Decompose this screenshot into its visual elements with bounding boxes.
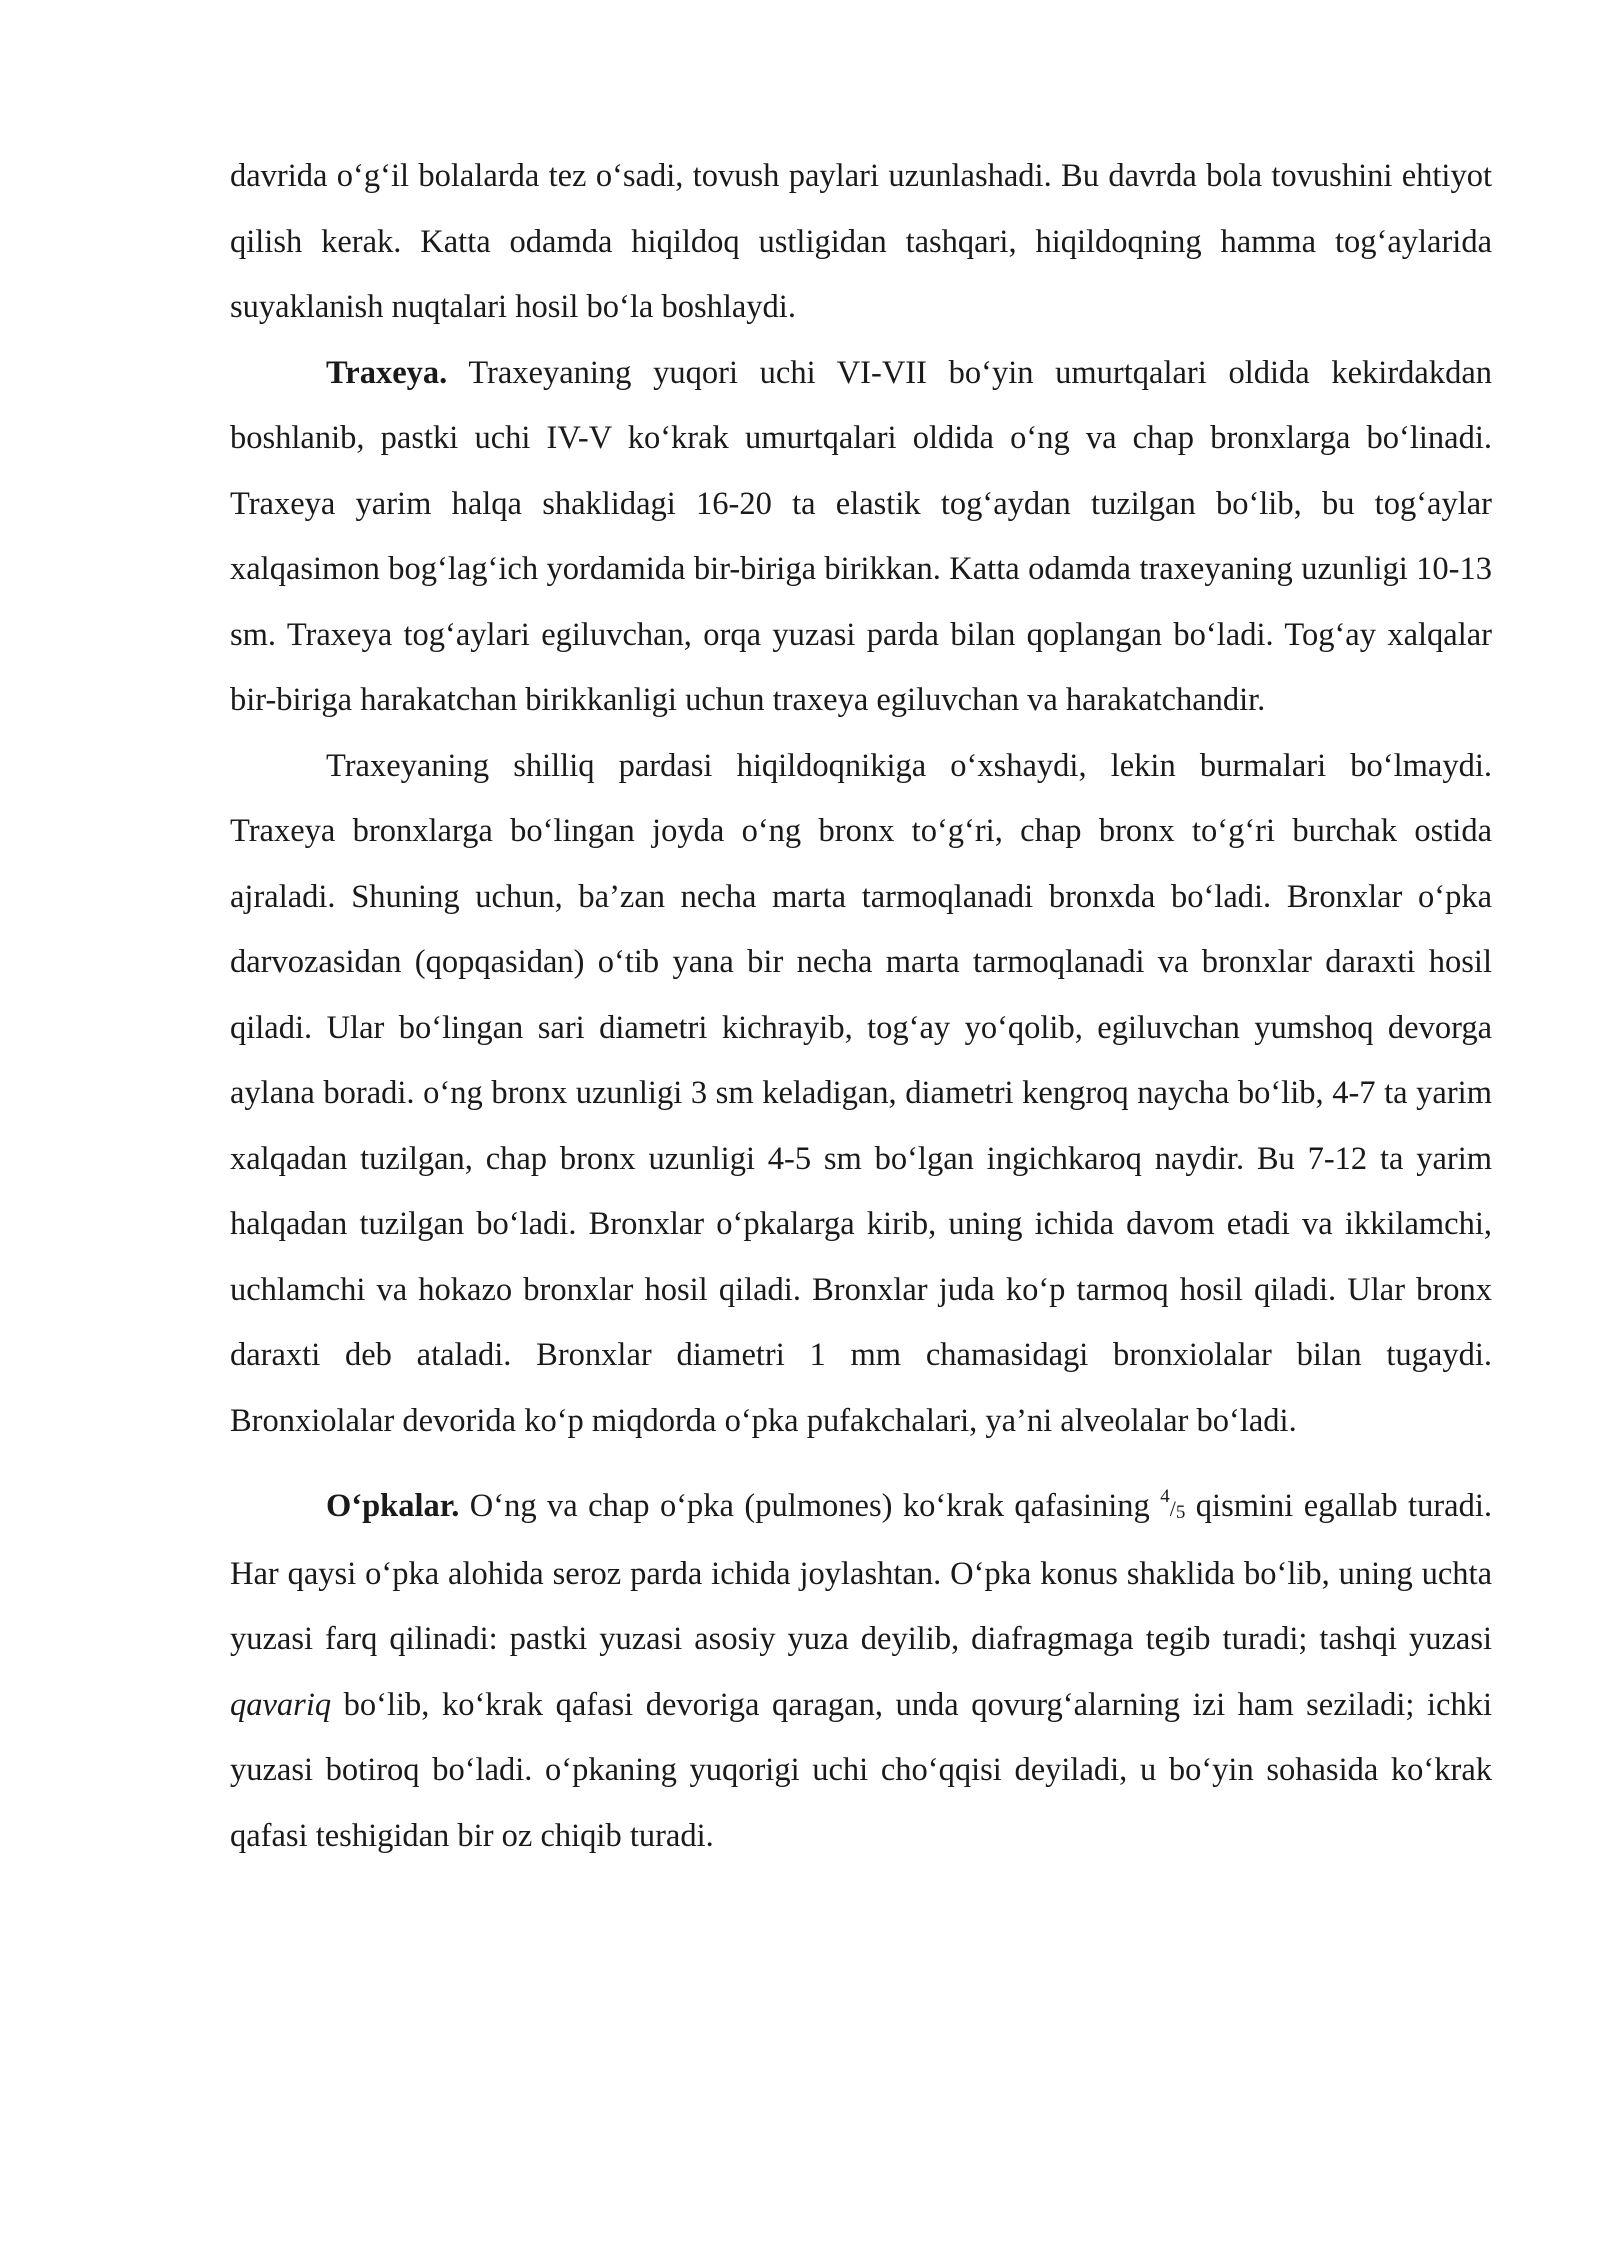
paragraph-opkalar-text-c: bo‘lib, ko‘krak qafasi devoriga qaragan, unda qovurg‘alarning izi ham seziladi; ichki yuzasi botiroq bo‘ladi. o‘pkaning yuqorigi uchi cho‘qqisi deyiladi, u bo‘yin sohasida ko‘krak qafasi teshigidan bir oz chiqib turadi.: [230, 1686, 1492, 1854]
fraction-denominator: 5: [1175, 1502, 1186, 1523]
italic-term-qavariq: qavariq: [230, 1686, 332, 1723]
paragraph-opkalar-text-b: qismini egallab turadi. Har qaysi o‘pka alohida seroz parda ichida joylashtan. O‘pka konus shaklida bo‘lib, uning uchta yuzasi farq qilinadi: pastki yuzasi asosiy yuza deyilib, diafragmaga tegib turadi; tashqi yuzasi: [230, 1488, 1492, 1657]
paragraph-traxeya-mucosa: [230, 734, 1492, 1455]
fraction-numerator: 4: [1160, 1486, 1170, 1507]
paragraph-1-text: davrida o‘g‘il bolalarda tez o‘sadi, tovush paylari uzunlashadi. Bu davrda bola tovushini ehtiyot qilish kerak. Katta odamda hiqildoq ustligidan tashqari, hiqildoqning hamma tog‘aylarida suyaklanish nuqtalari hosil bo‘la boshlaydi.: [230, 158, 1492, 325]
paragraph-opkalar-text-a: O‘ng va chap o‘pka (pulmones) ko‘krak qafasining: [459, 1488, 1161, 1524]
paragraph-opkalar: [230, 1474, 1492, 1869]
heading-traxeya: Traxeya.: [326, 354, 448, 391]
paragraph-1: [230, 144, 1492, 341]
fraction-four-fifths: [1160, 1488, 1185, 1524]
fraction-slash: /: [1169, 1496, 1176, 1521]
document-page: [230, 144, 1492, 1869]
paragraph-traxeya-text: Traxeyaning yuqori uchi VI-VII bo‘yin umurtqalari oldida kekirdakdan boshlanib, pastki uchi IV-V ko‘krak umurtqalari oldida o‘ng va chap bronxlarga bo‘linadi. Traxeya yarim halqa shaklidagi 16-20 ta elastik tog‘aydan tuzilgan bo‘lib, bu tog‘aylar xalqasimon bog‘lag‘ich yordamida bir-biriga birikkan. Katta odamda traxeyaning uzunligi 10-13 sm. Traxeya tog‘aylari egiluvchan, orqa yuzasi parda bilan qoplangan bo‘ladi. Tog‘ay xalqalar bir-biriga harakatchan birikkanligi uchun traxeya egiluvchan va harakatchandir.: [230, 354, 1492, 718]
heading-opkalar: O‘pkalar.: [326, 1488, 460, 1524]
paragraph-traxeya-mucosa-text: Traxeyaning shilliq pardasi hiqildoqnikiga o‘xshaydi, lekin burmalari bo‘lmaydi. Traxeya bronxlarga bo‘lingan joyda o‘ng bronx to‘g‘ri, chap bronx to‘g‘ri burchak ostida ajraladi. Shuning uchun, ba’zan necha marta tarmoqlanadi bronxda bo‘ladi. Bronxlar o‘pka darvozasidan (qopqasidan) o‘tib yana bir necha marta tarmoqlanadi va bronxlar daraxti hosil qiladi. Ular bo‘lingan sari diametri kichrayib, tog‘ay yo‘qolib, egiluvchan yumshoq devorga aylana boradi. o‘ng bronx uzunligi 3 sm keladigan, diametri kengroq naycha bo‘lib, 4-7 ta yarim xalqadan tuzilgan, chap bronx uzunligi 4-5 sm bo‘lgan ingichkaroq naydir. Bu 7-12 ta yarim halqadan tuzilgan bo‘ladi. Bronxlar o‘pkalarga kirib, uning ichida davom etadi va ikkilamchi, uchlamchi va hokazo bronxlar hosil qiladi. Bronxlar juda ko‘p tarmoq hosil qiladi. Ular bronx daraxti deb ataladi. Bronxlar diametri 1 mm chamasidagi bronxiolalar bilan tugaydi. Bronxiolalar devorida ko‘p miqdorda o‘pka pufakchalari, ya’ni alveolalar bo‘ladi.: [230, 747, 1492, 1439]
paragraph-traxeya: [230, 341, 1492, 734]
